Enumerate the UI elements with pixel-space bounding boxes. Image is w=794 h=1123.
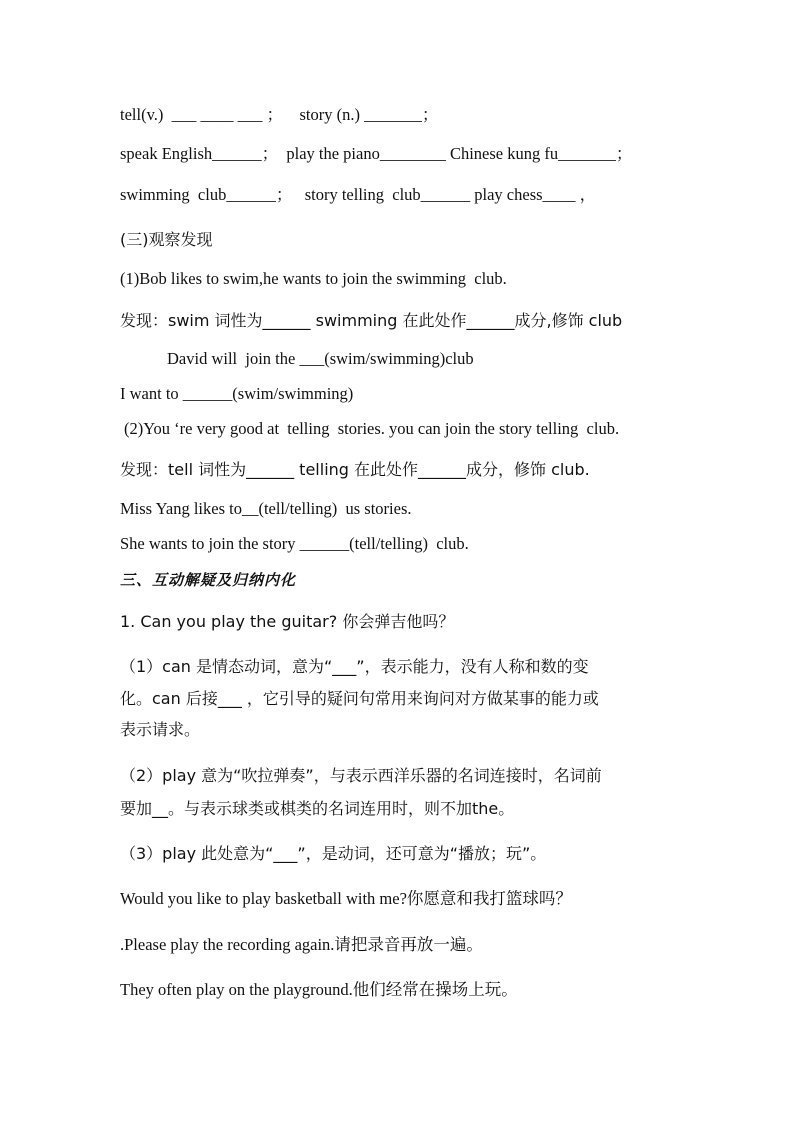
note-3: （3）play 此处意为“___”，是动词，还可意为“播放；玩”。 bbox=[120, 844, 547, 863]
note-2-line-2: 要加__。与表示球类或棋类的名词连用时，则不加the。 bbox=[120, 799, 515, 818]
note-1-line-1: （1）can 是情态动词，意为“___”，表示能力，没有人称和数的变 bbox=[120, 657, 589, 676]
section-three-heading: 三、互动解疑及归纳内化 bbox=[120, 571, 297, 589]
finding-swim: 发现：swim 词性为______ swimming 在此处作______成分,修饰 club bbox=[120, 311, 623, 330]
example-play-basketball: Would you like to play basketball with me?你愿意和我打篮球吗？ bbox=[120, 889, 572, 908]
question-1: 1. Can you play the guitar? 你会弹吉他吗？ bbox=[120, 612, 455, 631]
section-observe-heading: (三)观察发现 bbox=[120, 230, 213, 249]
example-swim-sentence: (1)Bob likes to swim,he wants to join the swimming club. bbox=[120, 269, 507, 288]
exercise-tell-2: She wants to join the story ______(tell/telling) club. bbox=[120, 534, 469, 553]
vocab-line-3: swimming club______； story telling club______ play chess____ ， bbox=[120, 185, 597, 204]
note-1-line-3: 表示请求。 bbox=[120, 720, 201, 739]
exercise-swim-2: I want to ______(swim/swimming) bbox=[120, 384, 354, 403]
example-play-recording: .Please play the recording again.请把录音再放一遍。 bbox=[120, 935, 483, 954]
vocab-line-2: speak English______； play the piano________ Chinese kung fu_______； bbox=[120, 144, 633, 163]
finding-tell: 发现：tell 词性为______ telling 在此处作______成分，修饰 club. bbox=[120, 460, 590, 479]
example-play-playground: They often play on the playground.他们经常在操场上玩。 bbox=[120, 980, 518, 999]
example-tell-sentence: (2)You ‘re very good at telling stories. you can join the story telling club. bbox=[124, 419, 620, 438]
exercise-tell-1: Miss Yang likes to__(tell/telling) us stories. bbox=[120, 499, 412, 518]
note-2-line-1: （2）play 意为“吹拉弹奏”，与表示西洋乐器的名词连接时，名词前 bbox=[120, 766, 602, 785]
vocab-line-1: tell(v.) ___ ____ ___ ； story (n.) _______； bbox=[120, 105, 439, 124]
note-1-line-2: 化。can 后接___ ，它引导的疑问句常用来询问对方做某事的能力或 bbox=[120, 689, 599, 708]
exercise-swim-1: David will join the ___(swim/swimming)club bbox=[167, 349, 474, 368]
